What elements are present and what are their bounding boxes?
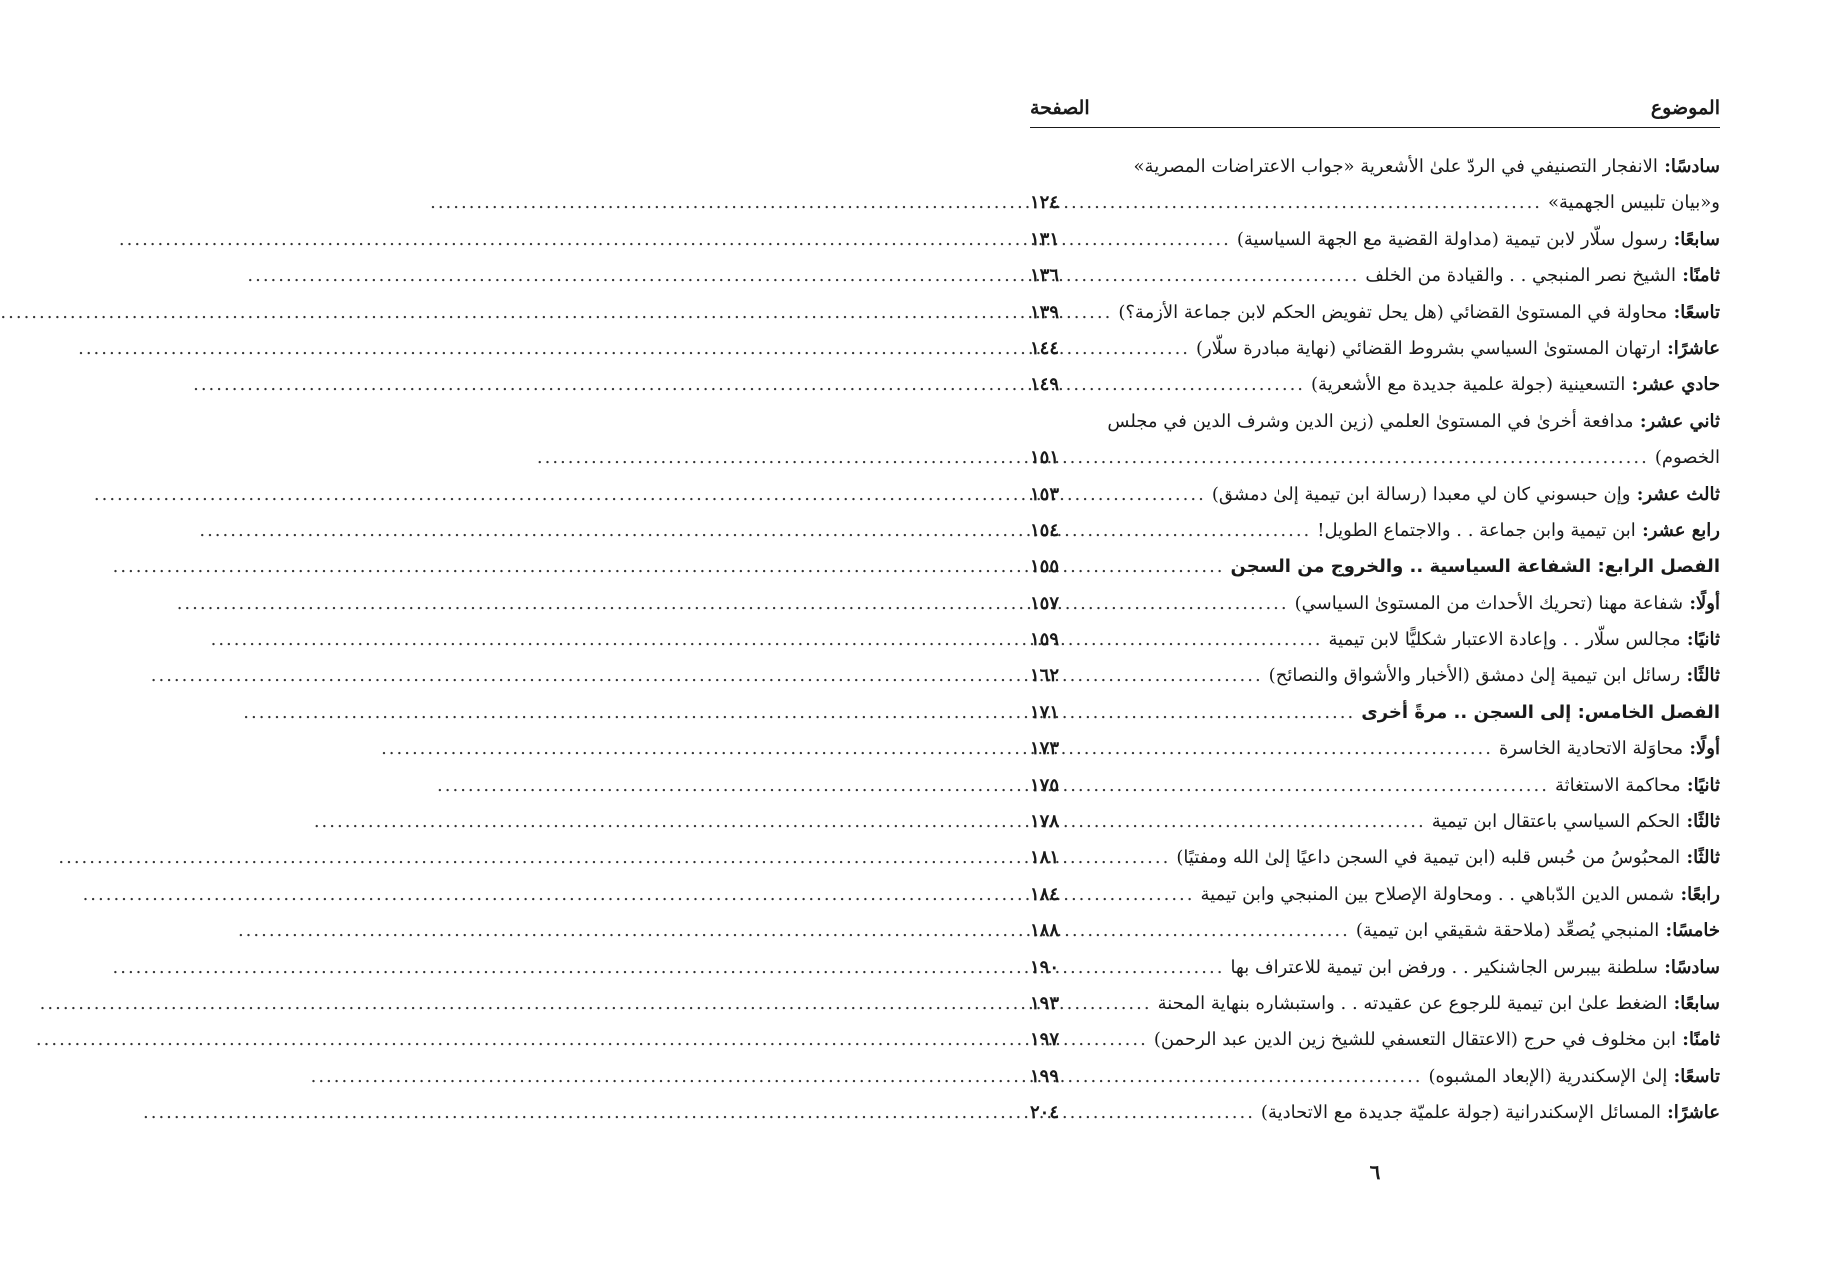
toc-entry-ordinal: ثامنًا [1688,265,1720,287]
toc-entry [1030,367,1720,403]
toc-entry-title [1361,695,1720,731]
toc-entry-ordinal: ثالثًا [1693,847,1720,869]
toc-entry-text: شمس الدين الدّباهي . . ومحاولة الإصلاح بين المنبجي وابن تيمية [1200,883,1675,905]
toc-entry-ordinal: أولًا [1696,738,1720,760]
toc-entry-title: خامسًا: المنبجي يُصعِّد (ملاحقة شقيقي ابن تيمية) [1355,920,1720,942]
page-column-heading: الصفحة [1030,97,1090,119]
toc-entry-title: ثالثًا: الحكم السياسي باعتقال ابن تيمية [1431,811,1720,833]
toc-entry-text: مجالس سلّار . . وإعادة الاعتبار شكليًّا لابن تيمية [1328,629,1681,651]
toc-entry [1030,331,1720,367]
toc-entry [1030,804,1720,840]
toc-entry-text: الضغط علىٰ ابن تيمية للرجوع عن عقيدته . . واستبشاره بنهاية المحنة [1157,992,1668,1014]
toc-entry-ordinal: تاسعًا [1680,1065,1720,1087]
toc-entry [1030,913,1720,949]
toc-entry [1030,404,1720,440]
toc-entry [1030,222,1720,258]
toc-entry [1030,295,1720,331]
dot-leader [1076,1095,1255,1131]
toc-entry-text: إلىٰ الإسكندرية (الإبعاد المشبوه) [1428,1065,1668,1087]
toc-entry-title: سابعًا: الضغط علىٰ ابن تيمية للرجوع عن عقيدته . . واستبشاره بنهاية المحنة [1157,992,1720,1014]
toc-entry [1030,185,1720,221]
toc-chapter-heading [1030,549,1720,585]
table-of-contents [1030,149,1720,1132]
toc-entry-ordinal: ثالثًا [1693,665,1720,687]
toc-entry-ordinal: سادسًا [1670,956,1720,978]
dot-leader [1076,768,1549,804]
toc-entry-title [1231,549,1720,585]
toc-entry [1030,877,1720,913]
toc-entry [1030,622,1720,658]
toc-page-number: ٢٠٤ [1030,1102,1060,1124]
toc-entry [1030,768,1720,804]
toc-page-number: ١٨١ [1030,847,1060,869]
toc-entry [1030,477,1720,513]
toc-entry-text: سلطنة بيبرس الجاشنكير . . ورفض ابن تيمية للاعتراف بها [1230,956,1658,978]
toc-entry-ordinal: رابعًا [1687,883,1720,905]
toc-entry-ordinal: خامسًا [1672,920,1720,942]
toc-entry [1030,440,1720,476]
dot-leader [1076,840,1170,876]
toc-entry-title: سادسًا: الانفجار التصنيفي في الردّ علىٰ الأشعرية «جواب الاعتراضات المصرية» [1133,156,1720,177]
toc-entry-ordinal: سابعًا [1680,992,1720,1014]
toc-page-number: ١٨٤ [1030,883,1060,905]
toc-entry [1030,986,1720,1022]
toc-entry-text: مدافعة أخرىٰ في المستوىٰ العلمي (زين الدين وشرف الدين في مجلس [1107,410,1634,432]
toc-entry-title: ثاني عشر: مدافعة أخرىٰ في المستوىٰ العلمي (زين الدين وشرف الدين في مجلس [1107,410,1720,432]
toc-entry-title: سادسًا: سلطنة بيبرس الجاشنكير . . ورفض ابن تيمية للاعتراف بها [1230,956,1720,978]
toc-entry-ordinal: ثاني عشر [1646,410,1720,432]
toc-entry-ordinal: ثالثًا [1693,811,1720,833]
toc-page-number: ١٥١ [1030,447,1060,469]
toc-page-number: ١٧٥ [1030,774,1060,796]
page-header [1030,88,1720,128]
dot-leader [1076,367,1305,403]
document-page [922,0,1828,1280]
dot-leader [1076,658,1263,694]
toc-entry-title [1548,185,1720,221]
toc-page-number: ١٥٥ [1030,556,1060,578]
toc-entry-text: محاكمة الاستغاثة [1554,774,1681,796]
toc-page-number: ١٩٣ [1030,992,1060,1014]
toc-entry-title: تاسعًا: إلىٰ الإسكندرية (الإبعاد المشبوه) [1428,1065,1720,1087]
toc-entry-text: محاولة في المستوىٰ القضائي (هل يحل تفويض الحكم لابن جماعة الأزمة؟) [1118,301,1668,323]
toc-entry-title [1655,440,1720,476]
toc-page-number: ١٩٩ [1030,1065,1060,1087]
toc-page-number: ١٤٤ [1030,337,1060,359]
toc-entry-title: ثامنًا: ابن مخلوف في حرج (الاعتقال التعسفي للشيخ زين الدين عبد الرحمن) [1153,1029,1720,1051]
dot-leader [1076,440,1649,476]
toc-entry-ordinal: رابع عشر [1648,519,1720,541]
toc-page-number: ١٥٤ [1030,519,1060,541]
toc-entry-text: الفصل الرابع: الشفاعة السياسية .. والخروج من السجن [1230,556,1720,578]
toc-entry-text: المحبُوسُ من حُبس قلبه (ابن تيمية في السجن داعيًا إلىٰ الله ومفتيًا) [1176,847,1681,869]
dot-leader [1076,804,1426,840]
toc-entry-title: ثالث عشر: وإن حبسوني كان لي معبدا (رسالة ابن تيمية إلىٰ دمشق) [1211,483,1720,505]
toc-entry-text: التسعينية (جولة علمية جديدة مع الأشعرية) [1311,374,1626,396]
toc-page-number: ١٧٣ [1030,738,1060,760]
toc-entry-title: ثالثًا: رسائل ابن تيمية إلىٰ دمشق (الأخبار والأشواق والنصائح) [1268,665,1720,687]
toc-entry-title: عاشرًا: ارتهان المستوىٰ السياسي بشروط القضائي (نهاية مبادرة سلّار) [1196,337,1720,359]
toc-entry-ordinal: ثامنًا [1688,1029,1720,1051]
toc-chapter-heading [1030,695,1720,731]
toc-entry-ordinal: أولًا [1696,592,1720,614]
toc-entry-text: ابن تيمية وابن جماعة . . والاجتماع الطويل! [1317,519,1636,541]
toc-entry-title: ثامنًا: الشيخ نصر المنبجي . . والقيادة من الخلف [1365,265,1720,287]
toc-page-number: ١٢٤ [1030,192,1060,214]
toc-entry-ordinal: ثانيًا [1693,774,1720,796]
toc-entry-title: ثانيًا: مجالس سلّار . . وإعادة الاعتبار شكليًّا لابن تيمية [1328,629,1720,651]
dot-leader [1076,986,1152,1022]
toc-entry [1030,1095,1720,1131]
dot-leader [1076,695,1355,731]
dot-leader [1076,513,1311,549]
dot-leader [1076,295,1112,331]
subject-column-heading: الموضوع [1650,97,1720,119]
toc-page-number: ١٥٣ [1030,483,1060,505]
toc-page-number: ١٧٨ [1030,811,1060,833]
toc-page-number: ١٣٦ [1030,265,1060,287]
toc-entry-ordinal: حادي عشر [1638,374,1720,396]
toc-page-number: ١٣١ [1030,228,1060,250]
toc-entry [1030,1059,1720,1095]
toc-entry-text: وإن حبسوني كان لي معبدا (رسالة ابن تيمية إلىٰ دمشق) [1211,483,1631,505]
toc-entry-title: حادي عشر: التسعينية (جولة علمية جديدة مع الأشعرية) [1311,374,1720,396]
toc-entry-text: و«بيان تلبيس الجهمية» [1548,192,1720,214]
toc-entry [1030,586,1720,622]
dot-leader [1076,1059,1423,1095]
toc-entry-text: رسائل ابن تيمية إلىٰ دمشق (الأخبار والأشواق والنصائح) [1268,665,1681,687]
dot-leader [1076,622,1323,658]
dot-leader [1076,586,1289,622]
toc-entry [1030,658,1720,694]
toc-entry [1030,149,1720,185]
toc-entry-text: ابن مخلوف في حرج (الاعتقال التعسفي للشيخ زين الدين عبد الرحمن) [1153,1029,1677,1051]
toc-entry-ordinal: ثانيًا [1693,629,1720,651]
toc-entry-title: ثانيًا: محاكمة الاستغاثة [1554,774,1720,796]
dot-leader [1076,549,1225,585]
toc-entry-ordinal: عاشرًا [1673,337,1720,359]
toc-entry [1030,840,1720,876]
toc-entry [1030,513,1720,549]
dot-leader [1076,258,1359,294]
toc-entry [1030,1022,1720,1058]
dot-leader [1076,222,1231,258]
dot-leader [1076,1022,1148,1058]
toc-entry [1030,731,1720,767]
toc-entry-title: أولًا: محاوَلة الاتحادية الخاسرة [1499,738,1720,760]
toc-entry-text: رسول سلّار لابن تيمية (مداولة القضية مع الجهة السياسية) [1236,228,1668,250]
toc-page-number: ١٩٠ [1030,956,1060,978]
toc-entry [1030,950,1720,986]
toc-page-number: ١٥٧ [1030,592,1060,614]
toc-entry [1030,258,1720,294]
toc-entry-title: ثالثًا: المحبُوسُ من حُبس قلبه (ابن تيمية في السجن داعيًا إلىٰ الله ومفتيًا) [1176,847,1720,869]
dot-leader [1076,877,1195,913]
toc-entry-text: شفاعة مهنا (تحريك الأحداث من المستوىٰ السياسي) [1294,592,1684,614]
dot-leader [1076,331,1190,367]
toc-entry-text: الشيخ نصر المنبجي . . والقيادة من الخلف [1365,265,1677,287]
toc-entry-ordinal: عاشرًا [1673,1102,1720,1124]
toc-page-number: ١٥٩ [1030,629,1060,651]
dot-leader [1076,913,1350,949]
toc-entry-ordinal: ثالث عشر [1643,483,1720,505]
toc-page-number: ١٣٩ [1030,301,1060,323]
toc-entry-text: الحكم السياسي باعتقال ابن تيمية [1431,811,1681,833]
toc-entry-title: سابعًا: رسول سلّار لابن تيمية (مداولة القضية مع الجهة السياسية) [1236,228,1720,250]
toc-entry-text: محاوَلة الاتحادية الخاسرة [1499,738,1684,760]
toc-entry-title: أولًا: شفاعة مهنا (تحريك الأحداث من المستوىٰ السياسي) [1294,592,1720,614]
toc-page-number: ١٧١ [1030,701,1060,723]
toc-entry-text: ارتهان المستوىٰ السياسي بشروط القضائي (نهاية مبادرة سلّار) [1196,337,1661,359]
toc-page-number: ١٨٨ [1030,920,1060,942]
toc-entry-title: رابع عشر: ابن تيمية وابن جماعة . . والاجتماع الطويل! [1317,519,1720,541]
toc-entry-title: تاسعًا: محاولة في المستوىٰ القضائي (هل يحل تفويض الحكم لابن جماعة الأزمة؟) [1118,301,1720,323]
dot-leader [1076,185,1542,221]
toc-entry-text: الخصوم) [1654,447,1720,469]
toc-page-number: ١٤٩ [1030,374,1060,396]
toc-page-number: ١٩٧ [1030,1029,1060,1051]
dot-leader [1076,477,1206,513]
toc-entry-title: رابعًا: شمس الدين الدّباهي . . ومحاولة الإصلاح بين المنبجي وابن تيمية [1200,883,1720,905]
toc-entry-text: المسائل الإسكندرانية (جولة علميّة جديدة مع الاتحادية) [1260,1102,1661,1124]
toc-entry-title: عاشرًا: المسائل الإسكندرانية (جولة علميّة جديدة مع الاتحادية) [1260,1102,1720,1124]
toc-entry-ordinal: سابعًا [1680,228,1720,250]
toc-entry-text: الانفجار التصنيفي في الردّ علىٰ الأشعرية «جواب الاعتراضات المصرية» [1133,156,1658,177]
dot-leader [1076,950,1224,986]
toc-entry-ordinal: سادسًا [1670,156,1720,177]
toc-entry-text: الفصل الخامس: إلى السجن .. مرةً أخرى [1361,701,1720,723]
page-number: ٦ [1369,1160,1381,1184]
toc-page-number: ١٦٢ [1030,665,1060,687]
dot-leader [1076,731,1493,767]
toc-entry-text: المنبجي يُصعِّد (ملاحقة شقيقي ابن تيمية) [1355,920,1660,942]
toc-entry-ordinal: تاسعًا [1680,301,1720,323]
